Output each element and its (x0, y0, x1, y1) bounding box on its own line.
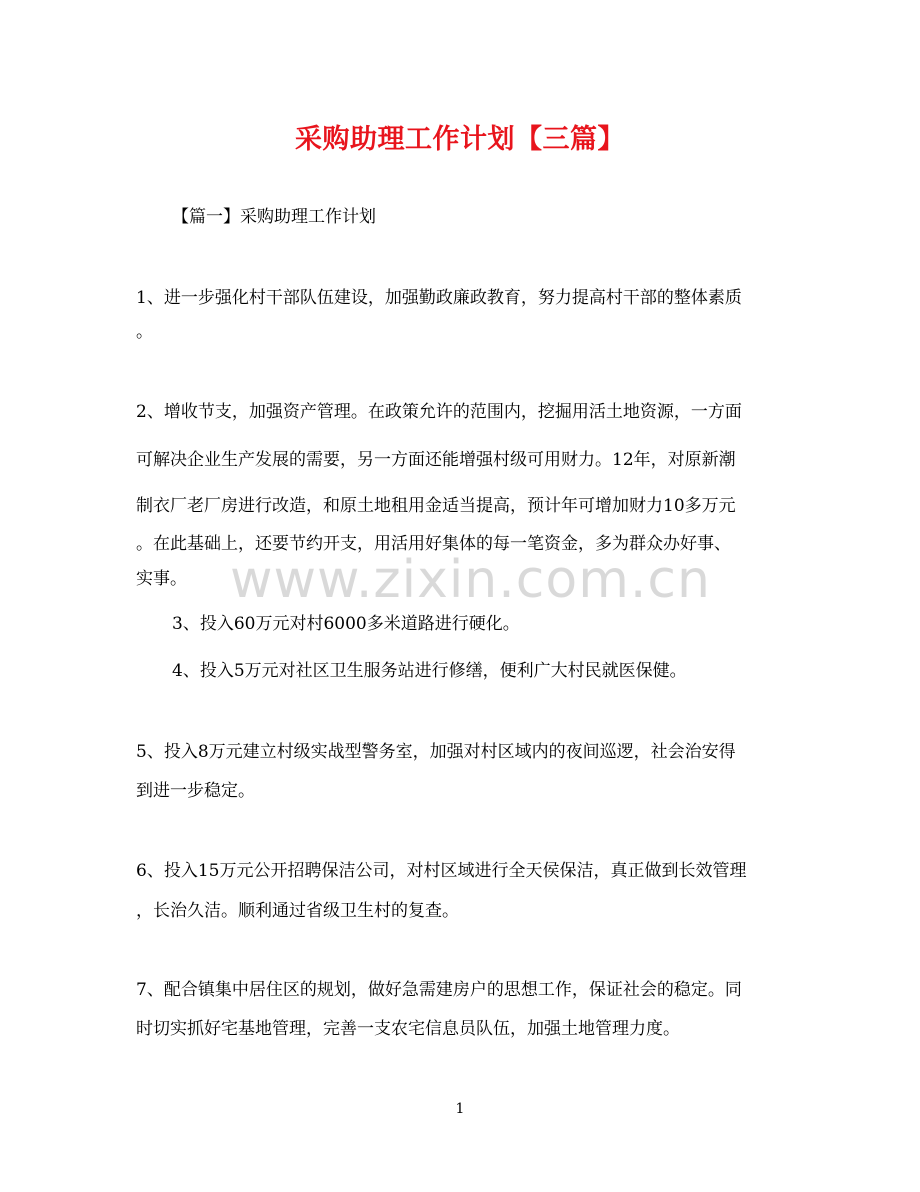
document-title: 采购助理工作计划【三篇】 (295, 124, 625, 155)
paragraph-line: 到进一步稳定。 (136, 781, 255, 801)
page-number: 1 (455, 1101, 465, 1117)
paragraph-line: 7、配合镇集中居住区的规划，做好急需建房户的思想工作，保证社会的稳定。同 (136, 980, 742, 1000)
paragraph-line: 3、投入60万元对村6000多米道路进行硬化。 (172, 614, 520, 634)
paragraph-line: 。在此基础上，还要节约开支，用活用好集体的每一笔资金，多为群众办好事、 (136, 534, 731, 554)
paragraph-line: 可解决企业生产发展的需要，另一方面还能增强村级可用财力。12年，对原新潮 (136, 450, 736, 470)
paragraph-line: 5、投入8万元建立村级实战型警务室，加强对村区域内的夜间巡逻，社会治安得 (136, 742, 736, 762)
paragraph-line: 制衣厂老厂房进行改造，和原土地租用金适当提高，预计年可增加财力10多万元 (136, 496, 736, 516)
paragraph-line: 时切实抓好宅基地管理，完善一支农宅信息员队伍，加强土地管理力度。 (136, 1019, 680, 1039)
paragraph-line: 2、增收节支，加强资产管理。在政策允许的范围内，挖掘用活土地资源，一方面 (136, 402, 742, 422)
watermark-text: www.zixin.com.cn (230, 550, 711, 610)
paragraph-line: 实事。 (136, 569, 187, 589)
paragraph-line: 。 (136, 322, 153, 342)
paragraph-line: 6、投入15万元公开招聘保洁公司，对村区域进行全天侯保洁，真正做到长效管理 (136, 861, 747, 881)
paragraph-line: 4、投入5万元对社区卫生服务站进行修缮，便利广大村民就医保健。 (172, 661, 687, 681)
paragraph-line: 1、进一步强化村干部队伍建设，加强勤政廉政教育，努力提高村干部的整体素质 (136, 288, 742, 308)
paragraph-line: ，长治久洁。顺利通过省级卫生村的复查。 (136, 901, 459, 921)
section-heading: 【篇一】采购助理工作计划 (172, 207, 376, 227)
